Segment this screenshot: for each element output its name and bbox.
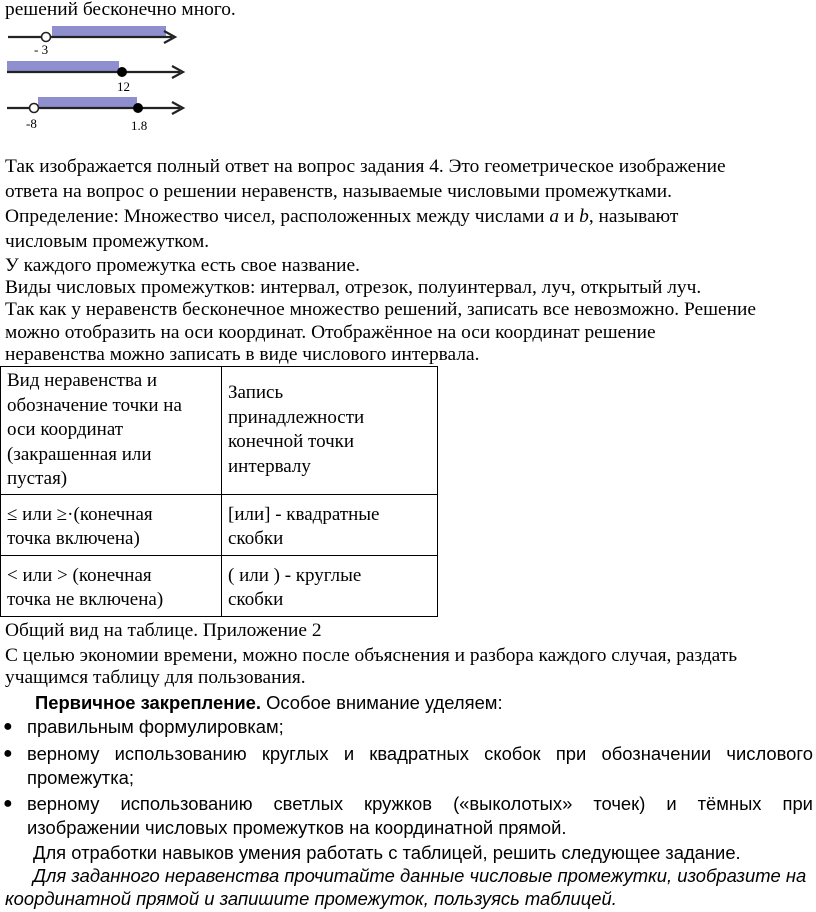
practice-line: Для отработки навыков умения работать с таблицей, решить следующее задание. xyxy=(33,842,741,863)
paragraph-2-line-1: Так как у неравенств бесконечное множество решений, записать все невозможно. Решение xyxy=(5,299,757,320)
number-lines-figure xyxy=(0,20,200,140)
bullet-2-line-2: промежутка; xyxy=(27,767,134,788)
table-header-row xyxy=(1,367,438,495)
consolidation-line xyxy=(35,691,503,715)
task-line-1: Для заданного неравенства прочитайте данные числовые промежутки, изобразите на xyxy=(33,865,807,886)
shaded-interval xyxy=(38,97,137,108)
task-line-2: координатной прямой и запишите промежуток, пользуясь таблицей. xyxy=(5,888,617,909)
definition-prefix: Определение: Множество чисел, расположенных между числами xyxy=(5,206,550,227)
table-row xyxy=(1,555,438,616)
definition-line-2: числовым промежутком. xyxy=(5,231,210,252)
bullet-3-line-1: верному использованию светлых кружков («выколотых» точек) и тёмных при xyxy=(27,793,813,814)
point-label: 12 xyxy=(117,79,130,94)
point-label-right: 1.8 xyxy=(131,118,148,133)
header-cell-2: Запись принадлежности конечной точки интервалу xyxy=(222,367,438,495)
paragraph-2-line-2: можно отобразить на оси координат. Отображённое на оси координат решение xyxy=(5,322,656,343)
point-label: - 3 xyxy=(34,42,49,57)
after-line-1: Общий вид на таблице. Приложение 2 xyxy=(5,620,322,641)
header-cell-1: Вид неравенства и обозначение точки на оси координат (закрашенная или пустая) xyxy=(1,367,222,495)
bullet-2-line-1: верному использованию круглых и квадратных скобок при обозначении числового xyxy=(27,743,813,764)
bullet-3-line-2: изображении числовых промежутков на координатной прямой. xyxy=(27,817,567,838)
shaded-interval xyxy=(7,61,119,72)
number-line-2 xyxy=(7,61,183,94)
names-line: У каждого промежутка есть свое название. xyxy=(5,255,360,276)
number-line-1 xyxy=(8,26,175,57)
table-cell: [или] - квадратные скобки xyxy=(222,494,438,555)
closed-point xyxy=(117,67,127,77)
bullet-icon: ● xyxy=(3,745,13,762)
consolidation-heading: Первичное закрепление. xyxy=(35,692,261,713)
point-label-left: -8 xyxy=(26,116,37,131)
variable-b: b xyxy=(579,206,589,227)
bullet-icon: ● xyxy=(3,718,13,735)
number-line-3 xyxy=(7,97,183,133)
bullet-icon: ● xyxy=(3,795,13,812)
paragraph-1-line-2: ответа на вопрос о решении неравенств, называемые числовыми промежутками. xyxy=(5,181,672,202)
bullet-1-text: правильным формулировкам; xyxy=(27,716,284,737)
types-line: Виды числовых промежутков: интервал, отрезок, полуинтервал, луч, открытый луч. xyxy=(5,277,702,298)
table-cell: < или > (конечная точка не включена) xyxy=(1,555,222,616)
definition-line-1 xyxy=(5,205,678,229)
variable-a: a xyxy=(549,206,560,227)
interval-notation-table xyxy=(0,366,438,617)
table-cell: ≤ или ≥·(конечная точка включена) xyxy=(1,494,222,555)
closed-point xyxy=(133,103,143,113)
intro-line: решений бесконечно много. xyxy=(5,0,236,20)
definition-and: и xyxy=(559,206,580,227)
paragraph-2-line-3: неравенства можно записать в виде числового интервала. xyxy=(5,344,480,365)
shaded-interval xyxy=(52,26,166,37)
after-line-3: учащимся таблицу для пользования. xyxy=(5,667,306,688)
open-point xyxy=(30,104,39,113)
after-line-2: С целью экономии времени, можно после объяснения и разбора каждого случая, раздать xyxy=(5,645,738,666)
open-point xyxy=(42,33,51,42)
consolidation-text: Особое внимание уделяем: xyxy=(260,692,503,713)
table-cell: ( или ) - круглые скобки xyxy=(222,555,438,616)
paragraph-1-line-1: Так изображается полный ответ на вопрос задания 4. Это геометрическое изображение xyxy=(5,156,726,177)
definition-suffix: , называют xyxy=(588,206,679,227)
table-row xyxy=(1,494,438,555)
